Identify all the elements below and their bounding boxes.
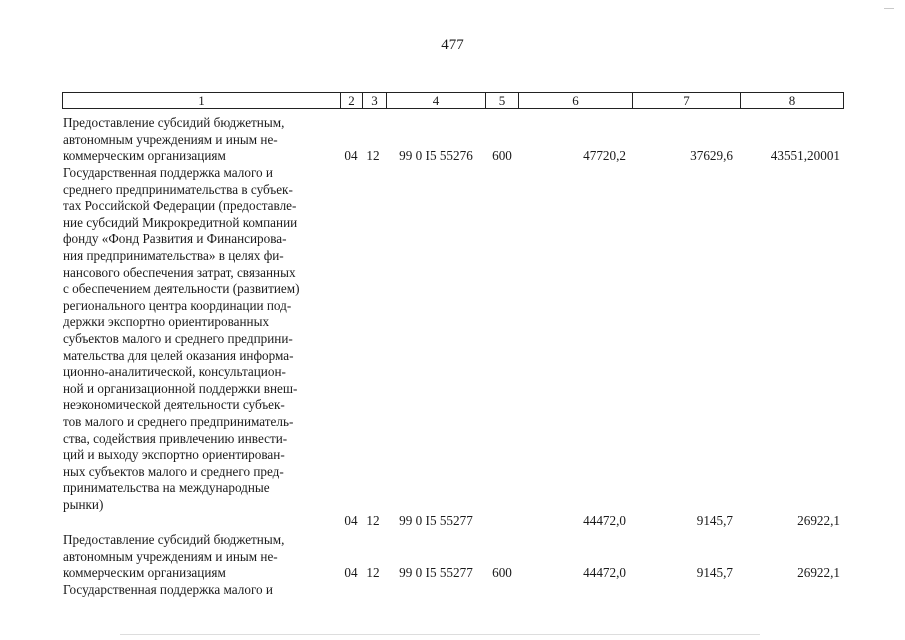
scan-artifact [120,634,760,635]
description-line: держки экспортно ориентированных [63,314,270,330]
expense-type-code: 600 [492,565,512,580]
description-line: принимательства на международные [63,480,270,496]
description-line: Предоставление субсидий бюджетным, [63,115,285,130]
description-line: среднего предпринимательства в субъек- [63,181,293,197]
amount-col-6: 44472,0 [583,513,626,528]
row-2-description [63,165,337,513]
target-article-code: 99 0 I5 55277 [399,565,473,580]
description-line: автономным учреждениям и иным не- [63,131,278,147]
description-line: ние субсидий Микрокредитной компании [63,214,298,230]
header-cell-5: 5 [485,92,519,109]
header-cell-3: 3 [362,92,387,109]
section-code: 04 [344,565,358,580]
description-line: мательства для целей оказания информа- [63,347,294,363]
description-line: автономным учреждениям и иным не- [63,548,278,564]
description-line: тах Российской Федерации (предоставле- [63,198,297,214]
description-line: рынки) [63,496,104,512]
section-code: 04 [344,148,358,163]
description-line: ционно-аналитической, консультацион- [63,364,286,380]
description-line: коммерческим организациям [63,565,226,581]
header-cell-8: 8 [740,92,844,109]
header-cell-4: 4 [386,92,486,109]
row-3-description [63,532,337,582]
description-line: ных субъектов малого и среднего пред- [63,463,284,479]
page-number: 477 [441,37,464,53]
row-4-description [63,582,337,599]
description-line: нансового обеспечения затрат, связанных [63,264,296,280]
amount-col-7: 9145,7 [696,565,733,580]
amount-col-6: 47720,2 [583,148,626,163]
description-line: Государственная поддержка малого и [63,165,273,180]
description-line: с обеспечением деятельности (развитием) [63,281,300,297]
expense-type-code: 600 [492,148,512,163]
description-line: фонду «Фонд Развития и Финансирова- [63,231,287,247]
amount-col-7: 37629,6 [690,148,733,163]
description-line: ства, содействия привлечению инвести- [63,430,288,446]
amount-col-8: 26922,1 [797,513,840,528]
subsection-code: 12 [366,513,380,528]
section-code: 04 [344,513,358,528]
amount-col-8: 26922,1 [797,565,840,580]
description-line: тов малого и среднего предприниматель- [63,413,294,429]
amount-col-6: 44472,0 [583,565,626,580]
description-line: Предоставление субсидий бюджетным, [63,532,285,547]
target-article-code: 99 0 I5 55276 [399,148,473,163]
subsection-code: 12 [366,148,380,163]
description-line: субъектов малого и среднего предприни- [63,330,293,346]
amount-col-8: 43551,20001 [770,148,840,163]
row-1-description [63,115,337,165]
header-cell-6: 6 [518,92,633,109]
description-line: ния предпринимательства» в целях фи- [63,247,284,263]
description-line: коммерческим организациям [63,148,226,164]
description-line: неэкономической деятельности субъек- [63,397,285,413]
subsection-code: 12 [366,565,380,580]
description-line: ций и выходу экспортно ориентирован- [63,447,285,463]
amount-col-7: 9145,7 [696,513,733,528]
description-line: регионального центра координации под- [63,297,292,313]
description-line: Государственная поддержка малого и [63,582,273,597]
description-line: ной и организационной поддержки внеш- [63,380,298,396]
scan-artifact [884,8,894,9]
header-cell-1: 1 [62,92,341,109]
header-cell-7: 7 [632,92,741,109]
header-cell-2: 2 [340,92,363,109]
target-article-code: 99 0 I5 55277 [399,513,473,528]
